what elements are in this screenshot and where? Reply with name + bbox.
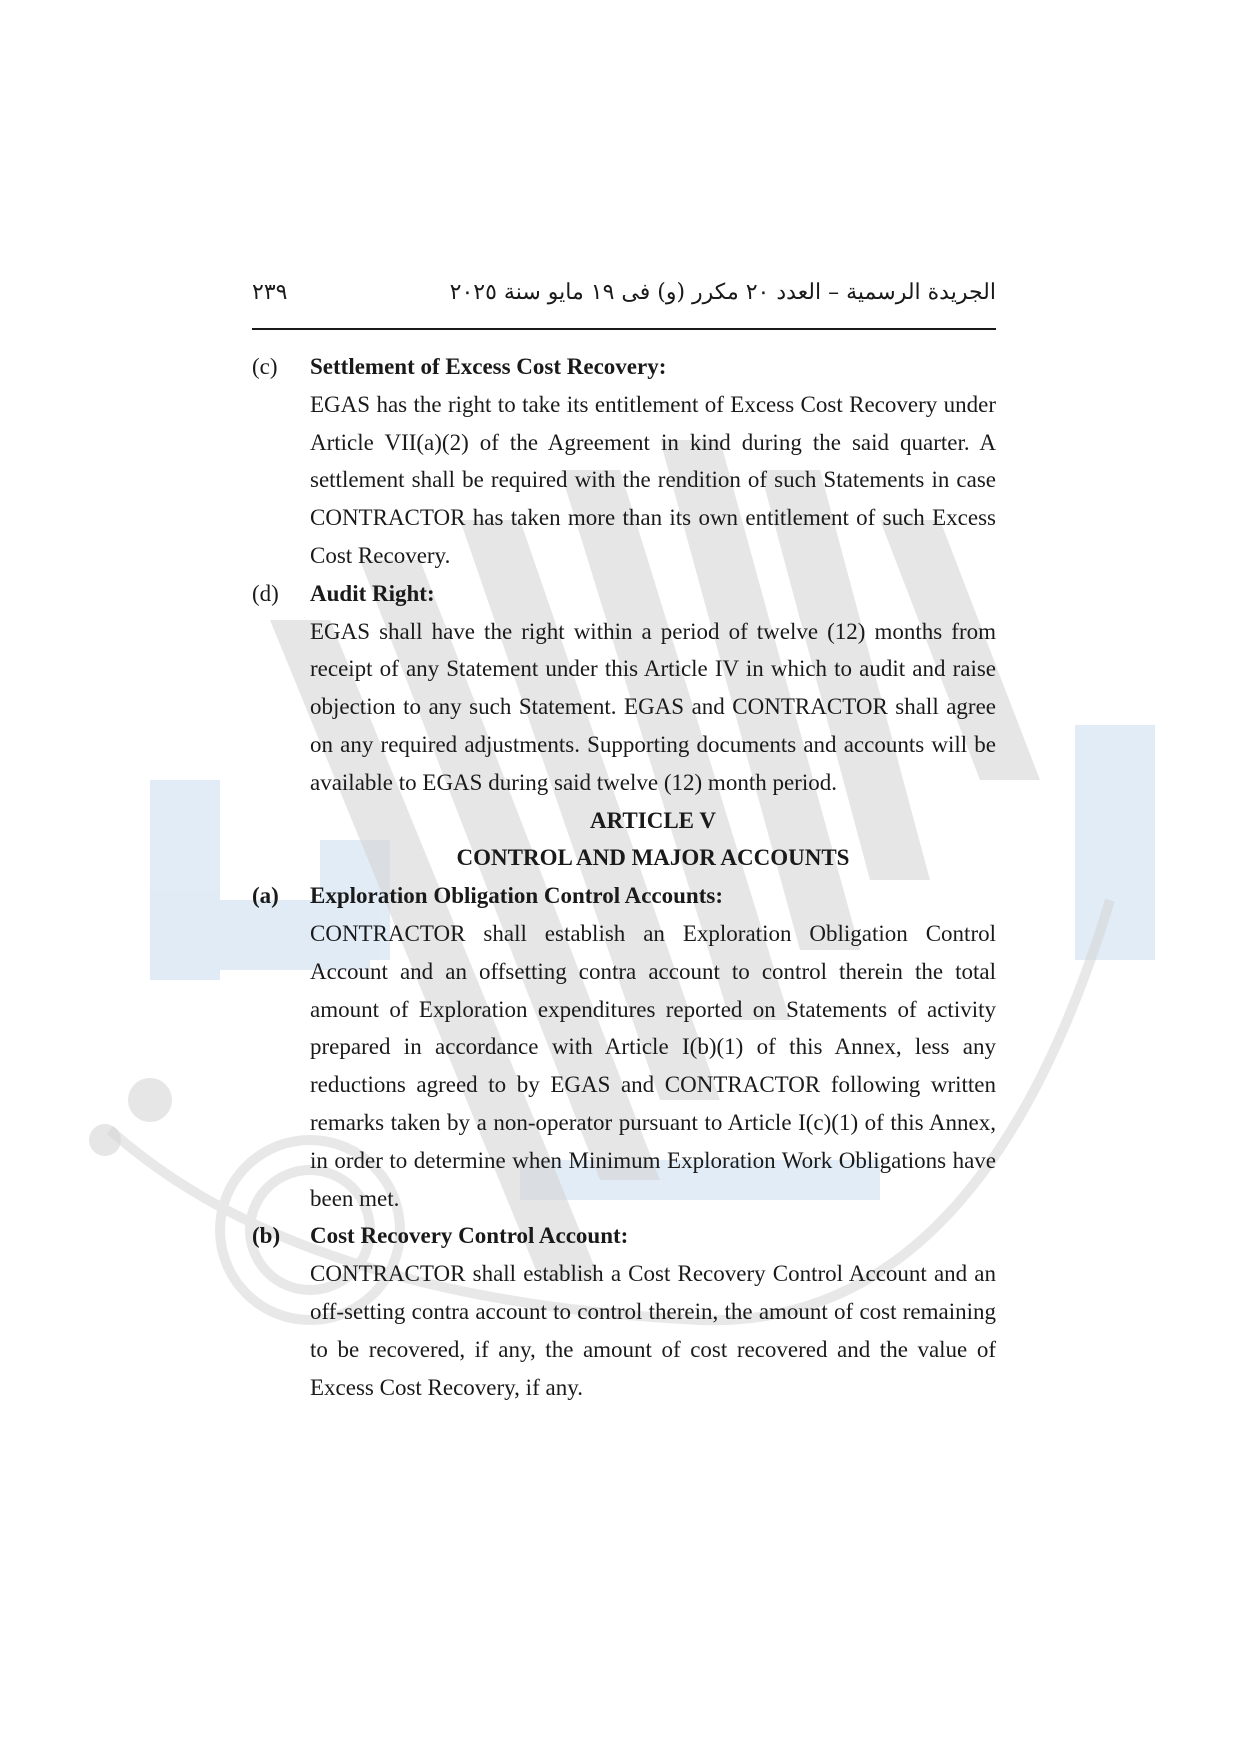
document-page <box>252 280 996 1406</box>
section-text: CONTRACTOR shall establish a Cost Recovery Control Account and an off-setting contra account to control therein, the amount of cost remaining to be recovered, if any, the amount of cost recovered and the value of Excess Cost Recovery, if any. <box>310 1261 996 1400</box>
page-header <box>252 280 996 330</box>
section-item <box>252 877 996 1217</box>
section-item <box>252 575 996 802</box>
section-heading: Settlement of Excess Cost Recovery: <box>310 354 667 379</box>
section-item <box>252 348 996 575</box>
gazette-title: الجريدة الرسمية – العدد ٢٠ مكرر (و) فى ١٩ مايو سنة ٢٠٢٥ <box>449 280 996 305</box>
section-label: (c) <box>252 354 278 379</box>
section-heading: Audit Right: <box>310 580 435 606</box>
section-heading: Exploration Obligation Control Accounts: <box>310 883 723 909</box>
section-body <box>310 1217 996 1406</box>
section-text: EGAS shall have the right within a period of twelve (12) months from receipt of any Statement under this Article IV in which to audit and raise objection to any such Statement. EGAS and CONTRACTOR shall agree on any required adjustments. Supporting documents and accounts will be available to EGAS during said twelve (12) month period. <box>310 618 996 795</box>
section-text: CONTRACTOR shall establish an Exploration Obligation Control Account and an offsetting contra account to control therein the total amount of Exploration expenditures reported on Statements of activity prepared in accordance with Article I(b)(1) of this Annex, less any reductions agreed to by EGAS and CONTRACTOR following written remarks taken by a non-operator pursuant to Article I(c)(1) of this Annex, in order to determine when Minimum Exploration Work Obligations have been met. <box>310 920 996 1211</box>
section-label: (d) <box>252 580 279 606</box>
article-title: CONTROL AND MAJOR ACCOUNTS <box>456 845 850 871</box>
section-body <box>310 348 996 575</box>
document-body <box>252 348 996 1406</box>
section-text: EGAS has the right to take its entitlement of Excess Cost Recovery under Article VII(a)(2) of the Agreement in kind during the said quarter. A settlement shall be required with the rendition of such Statements in case CONTRACTOR has taken more than its own entitlement of such Excess Cost Recovery. <box>310 391 996 568</box>
page-number: ٢٣٩ <box>252 280 288 305</box>
section-heading: Cost Recovery Control Account: <box>310 1223 629 1249</box>
section-label: (b) <box>252 1223 281 1249</box>
article-number: ARTICLE V <box>590 807 716 833</box>
section-body <box>310 575 996 802</box>
section-label: (a) <box>252 883 279 909</box>
section-item <box>252 1217 996 1406</box>
section-body <box>310 877 996 1217</box>
